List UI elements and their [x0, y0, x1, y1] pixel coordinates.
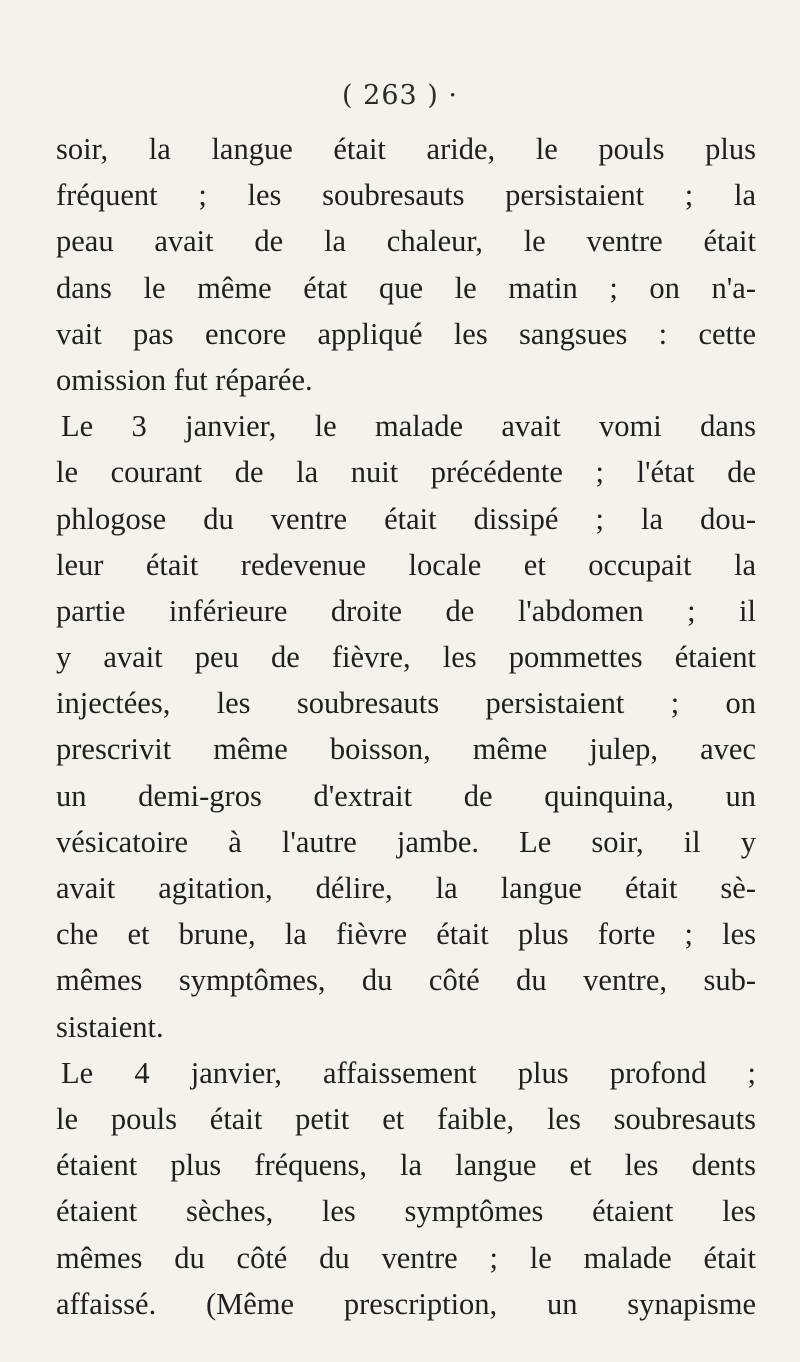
text-line: dans le même état que le matin ; on n'a- — [56, 270, 756, 305]
text-line: soir, la langue était aride, le pouls plus — [56, 132, 756, 166]
text-line: sistaient. — [56, 1009, 164, 1044]
text-line: peau avait de la chaleur, le ventre était — [56, 224, 756, 259]
text-line: étaient plus fréquens, la langue et les dents — [56, 1148, 756, 1183]
body-text — [56, 126, 756, 1327]
text-line: leur était redevenue locale et occupait la — [56, 547, 756, 582]
text-line: vait pas encore appliqué les sangsues : cette — [56, 316, 756, 351]
text-line: Le 4 janvier, affaissement plus profond ; — [61, 1055, 756, 1090]
text-line: y avait peu de fièvre, les pommettes étaient — [56, 640, 756, 675]
text-line: étaient sèches, les symptômes étaient les — [56, 1194, 756, 1229]
text-line: injectées, les soubresauts persistaient ; on — [56, 686, 756, 721]
text-line: le pouls était petit et faible, les soubresauts — [56, 1101, 756, 1136]
text-line: phlogose du ventre était dissipé ; la dou- — [56, 501, 756, 536]
text-line: partie inférieure droite de l'abdomen ; il — [56, 593, 756, 628]
text-line: prescrivit même boisson, même julep, avec — [56, 732, 756, 767]
text-line: fréquent ; les soubresauts persistaient ; la — [56, 178, 756, 213]
text-line: le courant de la nuit précédente ; l'état de — [56, 455, 756, 490]
text-line: Le 3 janvier, le malade avait vomi dans — [61, 409, 756, 444]
text-line: un demi-gros d'extrait de quinquina, un — [56, 778, 756, 813]
page-number-header: ( 263 ) · — [342, 80, 458, 111]
text-line: che et brune, la fièvre était plus forte ; les — [56, 917, 756, 952]
text-line: omission fut réparée. — [56, 362, 313, 397]
text-line: affaissé. (Même prescription, un synapisme — [56, 1286, 756, 1321]
text-line: mêmes symptômes, du côté du ventre, sub- — [56, 963, 756, 998]
text-line: mêmes du côté du ventre ; le malade était — [56, 1240, 756, 1275]
text-line: vésicatoire à l'autre jambe. Le soir, il y — [56, 824, 756, 859]
text-line: avait agitation, délire, la langue était sè- — [56, 871, 756, 905]
